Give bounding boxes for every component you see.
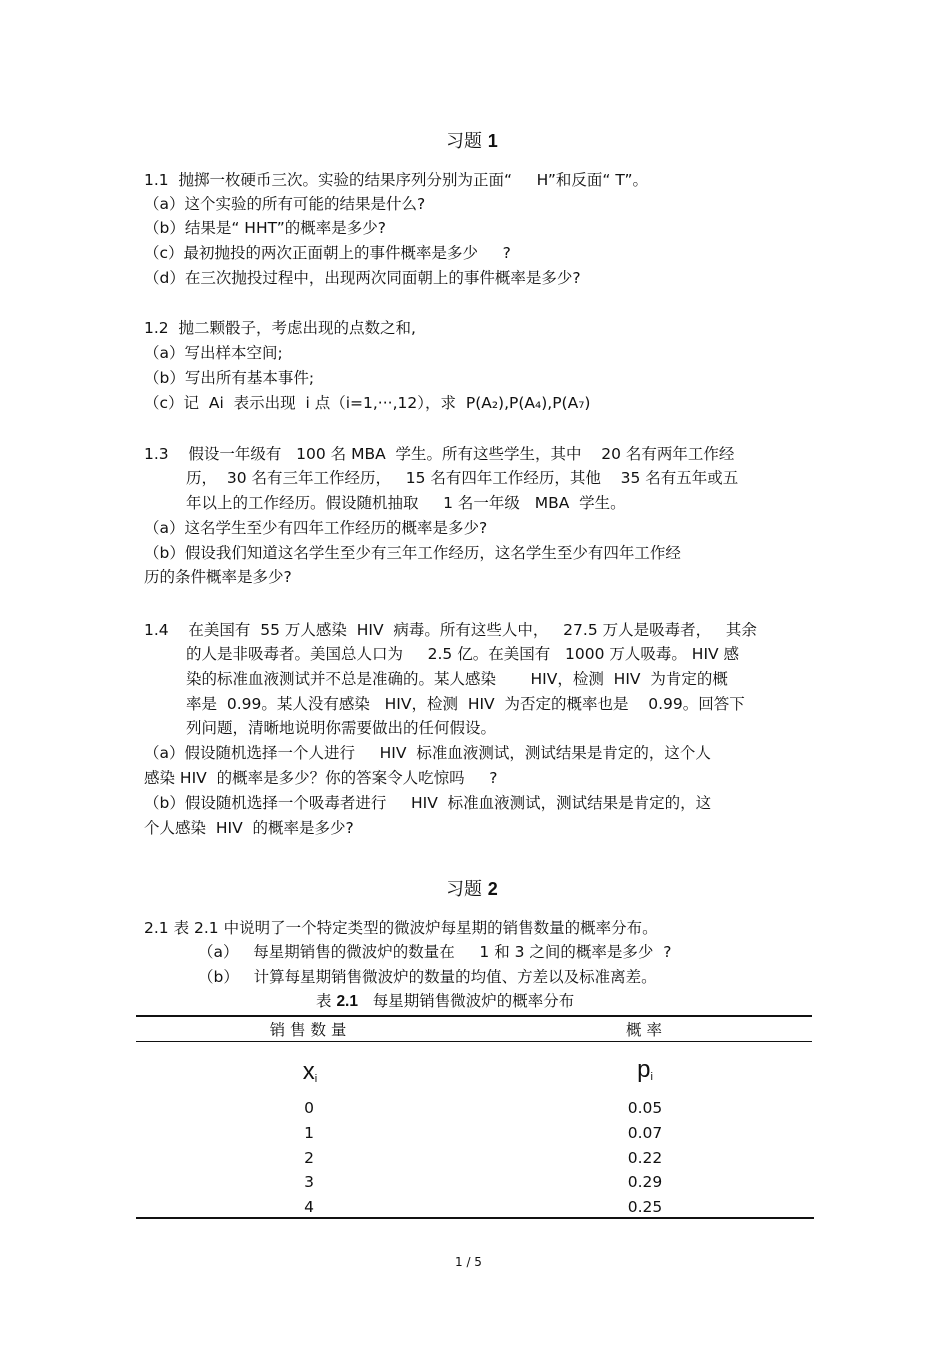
x-symbol: x bbox=[302, 1058, 315, 1085]
q2-1-b: （b） 计算每星期销售微波炉的数量的均值、方差以及标准离差。 bbox=[198, 968, 657, 986]
table-caption bbox=[316, 991, 574, 1012]
section-2-title bbox=[446, 878, 498, 901]
q1-4-line5: 列问题，清晰地说明你需要做出的任何假设。 bbox=[186, 719, 497, 737]
q1-3-line2: 历， 30 名有三年工作经历， 15 名有四年工作经历，其他 35 名有五年或五 bbox=[186, 469, 739, 487]
section-1-title-number: 1 bbox=[487, 131, 498, 151]
q1-3-b-line1: （b）假设我们知道这名学生至少有三年工作经历，这名学生至少有四年工作经 bbox=[144, 544, 681, 562]
section-1-title bbox=[446, 130, 498, 153]
q1-2-c: （c）记 Ai 表示出现 i 点（i=1,···,12），求 P(A₂),P(A₄),P(A₇) bbox=[144, 394, 591, 412]
q1-4-line3: 染的标准血液测试并不总是准确的。某人感染 HIV，检测 HIV 为肯定的概 bbox=[186, 670, 728, 688]
q1-4-line1: 1.4 在美国有 55 万人感染 HIV 病毒。所有这些人中， 27.5 万人是吸毒者， 其余 bbox=[144, 621, 757, 639]
table-caption-text: 每星期销售微波炉的概率分布 bbox=[358, 992, 575, 1010]
table-cell-x: 4 bbox=[304, 1198, 314, 1216]
q1-3-b-line2: 历的条件概率是多少? bbox=[144, 568, 292, 586]
table-cell-x: 3 bbox=[304, 1173, 314, 1191]
table-caption-prefix: 表 bbox=[316, 992, 337, 1010]
table-col2-symbol bbox=[595, 1056, 695, 1091]
q1-2-b: （b）写出所有基本事件; bbox=[144, 369, 315, 387]
q1-3-line1: 1.3 假设一年级有 100 名 MBA 学生。所有这些学生，其中 20 名有两年工作经 bbox=[144, 445, 735, 463]
q1-1-d: （d）在三次抛投过程中，出现两次同面朝上的事件概率是多少? bbox=[144, 269, 581, 287]
p-symbol: p bbox=[637, 1056, 651, 1083]
q1-4-line2: 的人是非吸毒者。美国总人口为 2.5 亿。在美国有 1000 万人吸毒。 HIV 感 bbox=[186, 645, 740, 663]
q1-4-line4: 率是 0.99。某人没有感染 HIV，检测 HIV 为否定的概率也是 0.99。回答下 bbox=[186, 695, 745, 713]
table-cell-p: 0.29 bbox=[627, 1173, 663, 1191]
q1-4-a-line2: 感染 HIV 的概率是多少？你的答案令人吃惊吗 ? bbox=[144, 769, 498, 787]
table-cell-p: 0.25 bbox=[627, 1198, 663, 1216]
table-cell-p: 0.07 bbox=[627, 1124, 663, 1142]
table-cell-p: 0.22 bbox=[627, 1149, 663, 1167]
q1-4-b-line1: （b）假设随机选择一个吸毒者进行 HIV 标准血液测试，测试结果是肯定的，这 bbox=[144, 794, 712, 812]
table-bottom-rule bbox=[136, 1217, 814, 1219]
q1-3-a: （a）这名学生至少有四年工作经历的概率是多少? bbox=[144, 519, 488, 537]
table-col1-symbol bbox=[260, 1058, 360, 1093]
table-cell-x: 1 bbox=[304, 1124, 314, 1142]
table-cell-p: 0.05 bbox=[627, 1099, 663, 1117]
page-number: 1 / 5 bbox=[455, 1255, 482, 1269]
table-top-rule bbox=[136, 1015, 812, 1017]
q1-1-c: （c）最初抛投的两次正面朝上的事件概率是多少 ? bbox=[144, 244, 511, 262]
q1-1-b: （b）结果是“ HHT”的概率是多少? bbox=[144, 219, 386, 237]
q1-4-a-line1: （a）假设随机选择一个人进行 HIV 标准血液测试，测试结果是肯定的，这个人 bbox=[144, 744, 711, 762]
table-header-rule bbox=[136, 1041, 812, 1042]
table-cell-x: 2 bbox=[304, 1149, 314, 1167]
q1-4-b-line2: 个人感染 HIV 的概率是多少? bbox=[144, 819, 354, 837]
section-2-title-number: 2 bbox=[487, 879, 498, 899]
table-col2-header: 概 率 bbox=[626, 1021, 662, 1039]
q1-1-stem: 1.1 抛掷一枚硬币三次。实验的结果序列分别为正面“ H”和反面“ T”。 bbox=[144, 171, 648, 189]
section-1-title-prefix: 习题 bbox=[446, 131, 488, 152]
q1-2-a: （a）写出样本空间; bbox=[144, 344, 283, 362]
section-2-title-prefix: 习题 bbox=[446, 879, 488, 900]
table-col1-header: 销 售 数 量 bbox=[269, 1021, 347, 1039]
q2-1-a: （a） 每星期销售的微波炉的数量在 1 和 3 之间的概率是多少 ? bbox=[198, 943, 672, 961]
x-subscript: i bbox=[314, 1073, 318, 1085]
q2-1-stem: 2.1 表 2.1 中说明了一个特定类型的微波炉每星期的销售数量的概率分布。 bbox=[144, 919, 658, 937]
table-cell-x: 0 bbox=[304, 1099, 314, 1117]
p-subscript: i bbox=[650, 1071, 653, 1083]
q1-2-stem: 1.2 抛二颗骰子，考虑出现的点数之和, bbox=[144, 319, 416, 337]
table-caption-number: 2.1 bbox=[336, 993, 358, 1010]
q1-1-a: （a）这个实验的所有可能的结果是什么? bbox=[144, 195, 426, 213]
q1-3-line3: 年以上的工作经历。假设随机抽取 1 名一年级 MBA 学生。 bbox=[186, 494, 626, 512]
